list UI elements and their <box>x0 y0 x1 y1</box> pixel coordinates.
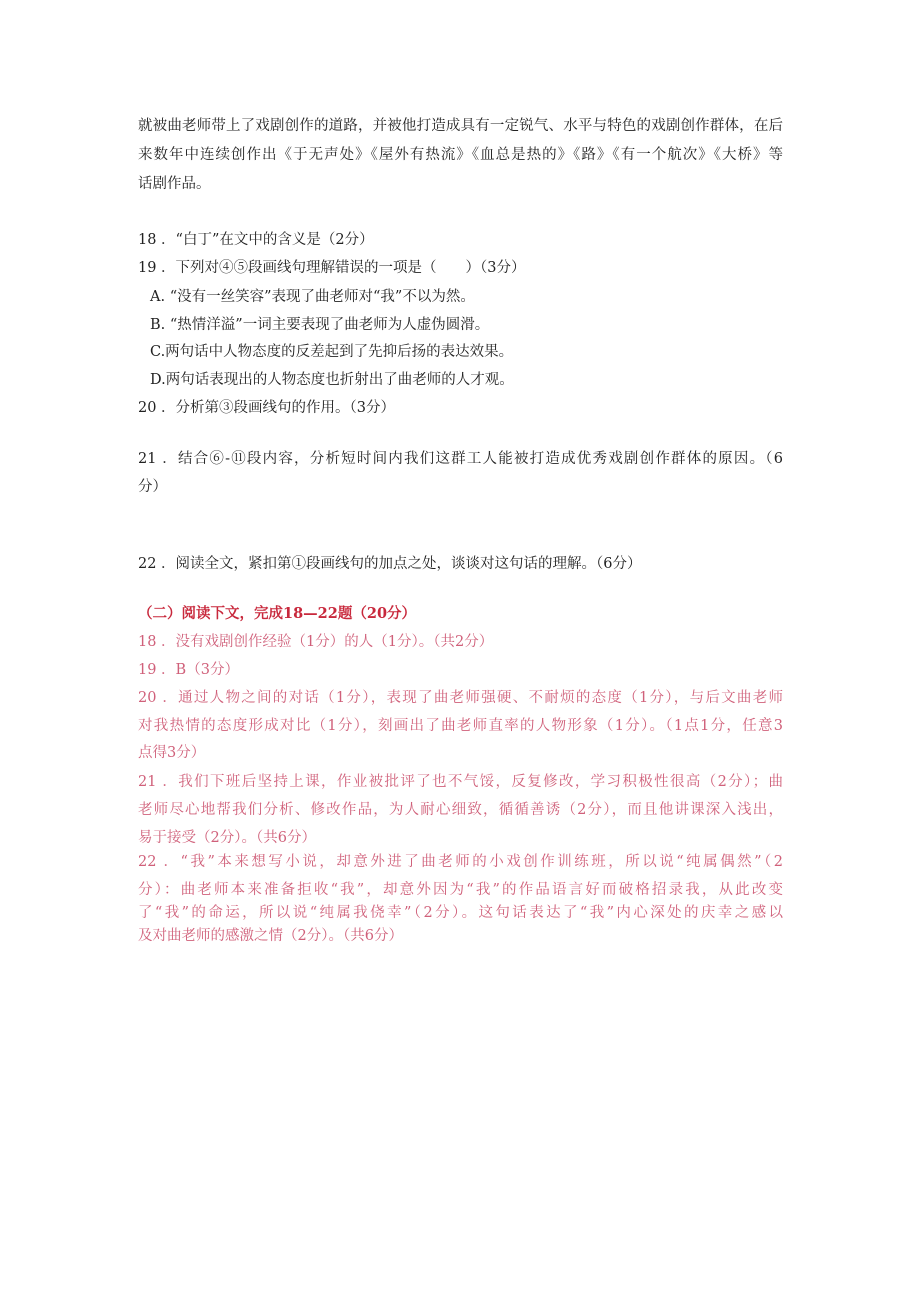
question-19: 19 ．下列对④⑤段画线句理解错误的一项是（ ）（3分） <box>138 260 526 276</box>
answer-20: 对我热情的态度形成对比（1分），刻画出了曲老师直率的人物形象（1分）。（1点1分，任意3 <box>138 718 783 734</box>
option-d: D.两句话表现出的人物态度也折射出了曲老师的人才观。 <box>150 372 514 388</box>
answer-20: 点得3分） <box>138 745 206 761</box>
answer-20: 20 ．通过人物之间的对话（1分），表现了曲老师强硬、不耐烦的态度（1分），与后文曲老师 <box>138 690 783 706</box>
answer-19: 19 ．B（3分） <box>138 662 239 678</box>
answer-22: 及对曲老师的感激之情（2分）。（共6分） <box>138 928 403 944</box>
option-b: B. “热情洋溢”一词主要表现了曲老师为人虚伪圆滑。 <box>150 317 490 333</box>
question-20: 20 ．分析第③段画线句的作用。（3分） <box>138 400 396 416</box>
answer-22: 了“我”的命运，所以说“纯属我侥幸”（2分）。这句话表达了“我”内心深处的庆幸之感以 <box>138 905 783 921</box>
question-21: 21 ．结合⑥-⑪段内容，分析短时间内我们这群工人能被打造成优秀戏剧创作群体的原因。（6 <box>138 451 783 467</box>
answers-heading: （二）阅读下文，完成18—22题（20分） <box>138 605 417 622</box>
answer-21: 老师尽心地帮我们分析、修改作品，为人耐心细致，循循善诱（2分），而且他讲课深入浅出， <box>138 802 783 818</box>
option-a: A. “没有一丝笑容”表现了曲老师对“我”不以为然。 <box>150 289 475 305</box>
passage-line: 话剧作品。 <box>138 176 211 192</box>
answer-21: 易于接受（2分）。（共6分） <box>138 830 316 846</box>
answer-22: 22 ．“我”本来想写小说，却意外进了曲老师的小戏创作训练班，所以说“纯属偶然”（2 <box>138 854 783 870</box>
question-22: 22 ．阅读全文，紧扣第①段画线句的加点之处，谈谈对这句话的理解。（6分） <box>138 556 642 572</box>
passage-line: 来数年中连续创作出《于无声处》《屋外有热流》《血总是热的》《路》《有一个航次》《大桥》等 <box>138 147 783 163</box>
question-21-cont: 分） <box>138 479 167 495</box>
answer-21: 21 ．我们下班后坚持上课，作业被批评了也不气馁，反复修改，学习积极性很高（2分）；曲 <box>138 774 783 790</box>
answer-18: 18 ．没有戏剧创作经验（1分）的人（1分）。（共2分） <box>138 634 494 650</box>
answer-22: 分）：曲老师本来准备拒收“我”，却意外因为“我”的作品语言好而破格招录我，从此改变 <box>138 882 783 898</box>
option-c: C.两句话中人物态度的反差起到了先抑后扬的表达效果。 <box>150 344 514 360</box>
passage-line: 就被曲老师带上了戏剧创作的道路，并被他打造成具有一定锐气、水平与特色的戏剧创作群体，在后 <box>138 118 783 134</box>
question-18: 18 ．“白丁”在文中的含义是（2分） <box>138 232 374 248</box>
